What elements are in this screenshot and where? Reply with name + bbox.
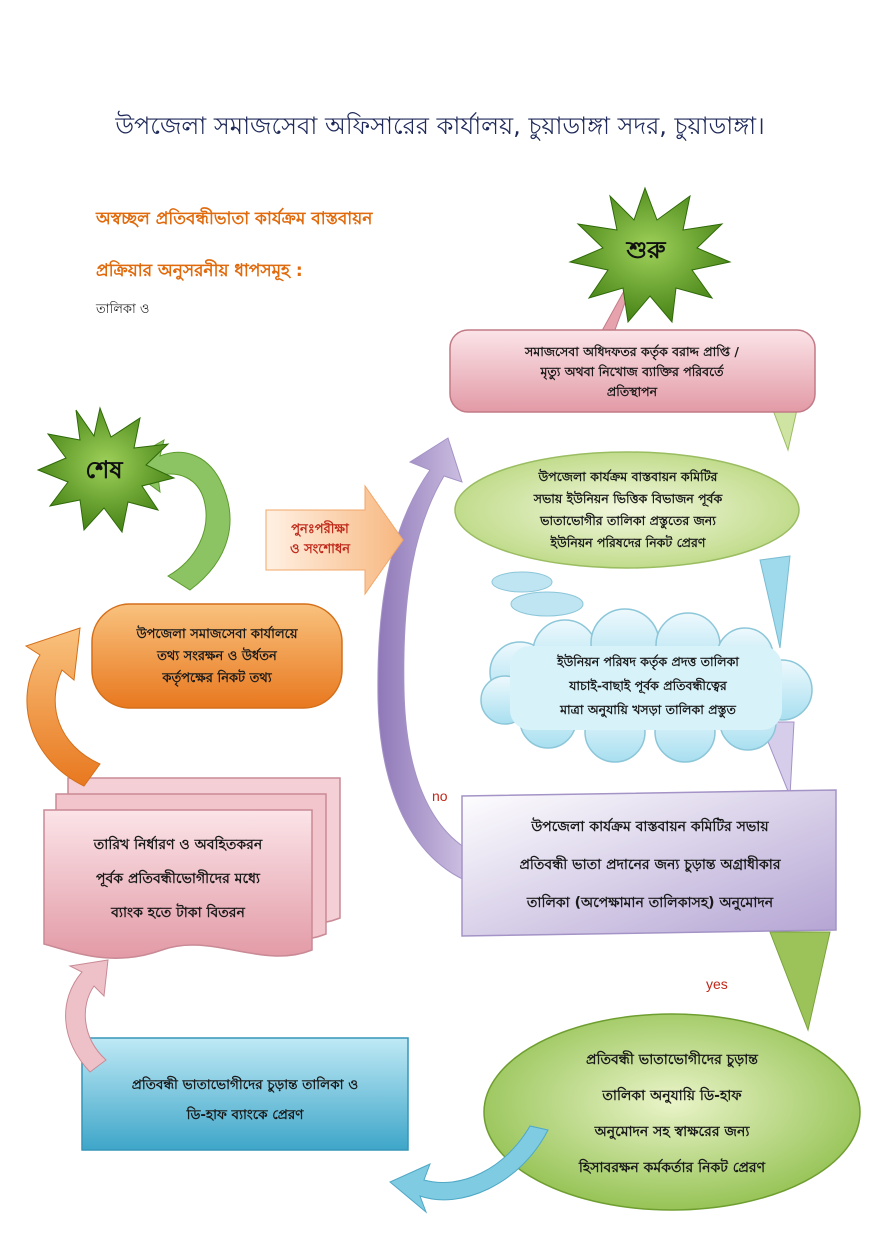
- allocation-line-3: প্রতিস্থাপন: [606, 384, 658, 399]
- send-bank-text: [88, 1070, 402, 1130]
- approval-line-2: প্রতিবন্ধী ভাতা প্রদানের জন্য চুড়ান্ত অগ্রাধীকার: [519, 857, 781, 873]
- connector-approval-dhaf: [770, 932, 830, 1030]
- distribution-line-2: পূর্বক প্রতিবন্ধীভোগীদের মধ্যে: [96, 871, 260, 887]
- allocation-line-1: সমাজসেবা অধিদফতর কর্তৃক বরাদ্দ প্রাপ্তি /: [525, 344, 739, 359]
- dhaf-signature-text: [540, 1042, 804, 1186]
- union-draft-line-2: যাচাই-বাছাই পূর্বক প্রতিবন্ধীত্বের: [569, 678, 727, 693]
- subtitle-line-1: অস্বচ্ছল প্রতিবন্ধীভাতা কার্যক্রম বাস্তবায়ন: [96, 209, 373, 229]
- allocation-text: [456, 342, 808, 402]
- distribution-line-3: ব্যাংক হতে টাকা বিতরন: [111, 905, 245, 921]
- records-line-1: উপজেলা সমাজসেবা কার্যালয়ে: [136, 627, 298, 642]
- committee-line-2: সভায় ইউনিয়ন ভিত্তিক বিভাজন পূর্বক: [533, 491, 723, 506]
- thought-bubble-1: [492, 572, 552, 592]
- distribution-text: [52, 828, 304, 930]
- dhaf-line-1: প্রতিবন্ধী ভাতাভোগীদের চুড়ান্ত: [586, 1052, 758, 1068]
- allocation-line-2: মৃত্যু অথবা নিখোজ ব্যাক্তির পরিবর্তে: [540, 364, 724, 379]
- send-bank-line-2: ডি-হাফ ব্যাংকে প্রেরণ: [186, 1107, 304, 1123]
- dhaf-line-2: তালিকা অনুযায়ি ডি-হাফ: [602, 1088, 742, 1104]
- note-text: তালিকা ও: [96, 302, 150, 317]
- committee-meeting-text: [490, 466, 766, 554]
- start-label: শুরু: [626, 236, 666, 264]
- send-bank-line-1: প্রতিবন্ধী ভাতাভোগীদের চুড়ান্ত তালিকা ও: [131, 1077, 359, 1093]
- review-label: [270, 520, 370, 560]
- review-label-line-1: পুনঃপরীক্ষা: [291, 522, 349, 537]
- committee-line-1: উপজেলা কার্যক্রম বাস্তবায়ন কমিটির: [538, 469, 718, 484]
- approval-text: [470, 808, 830, 922]
- distribution-to-records-arrow: [26, 628, 100, 786]
- review-label-line-2: ও সংশোধন: [289, 542, 350, 557]
- records-line-2: তথ্য সংরক্ষন ও উর্ধতন: [157, 649, 277, 664]
- dhaf-line-4: হিসাবরক্ষন কর্মকর্তার নিকট প্রেরণ: [578, 1160, 766, 1176]
- bank-to-distribution-arrow: [66, 960, 108, 1072]
- subtitle-line-2: প্রক্রিয়ার অনুসরনীয় ধাপসমূহ :: [96, 261, 303, 281]
- approval-line-3: তালিকা (অপেক্ষামান তালিকাসহ) অনুমোদন: [526, 895, 774, 911]
- thought-bubble-2: [511, 592, 583, 616]
- page-title: উপজেলা সমাজসেবা অফিসারের কার্যালয়, চুয়াডাঙ্গা সদর, চুয়াডাঙ্গা।: [115, 112, 765, 140]
- end-label: শেষ: [85, 456, 123, 484]
- no-label: no: [432, 788, 448, 804]
- union-draft-text: [510, 650, 786, 722]
- distribution-line-1: তারিখ নির্ধারণ ও অবহিতকরন: [93, 837, 263, 853]
- connector-committee-cloud: [760, 556, 790, 648]
- yes-label: yes: [706, 976, 728, 992]
- union-draft-line-1: ইউনিয়ন পরিষদ কর্তৃক প্রদত্ত তালিকা: [557, 654, 739, 669]
- records-line-3: কর্তৃপক্ষের নিকট তথ্য: [162, 671, 272, 686]
- dhaf-line-3: অনুমোদন সহ স্বাক্ষরের জন্য: [594, 1124, 750, 1140]
- committee-line-4: ইউনিয়ন পরিষদের নিকট প্রেরণ: [550, 535, 706, 550]
- union-draft-line-3: মাত্রা অনুযায়ি খসড়া তালিকা প্রস্তুত: [560, 702, 736, 717]
- records-text: [100, 624, 334, 690]
- committee-line-3: ভাতাভোগীর তালিকা প্রস্তুতের জন্য: [540, 513, 716, 528]
- approval-line-1: উপজেলা কার্যক্রম বাস্তবায়ন কমিটির সভায়: [531, 819, 769, 835]
